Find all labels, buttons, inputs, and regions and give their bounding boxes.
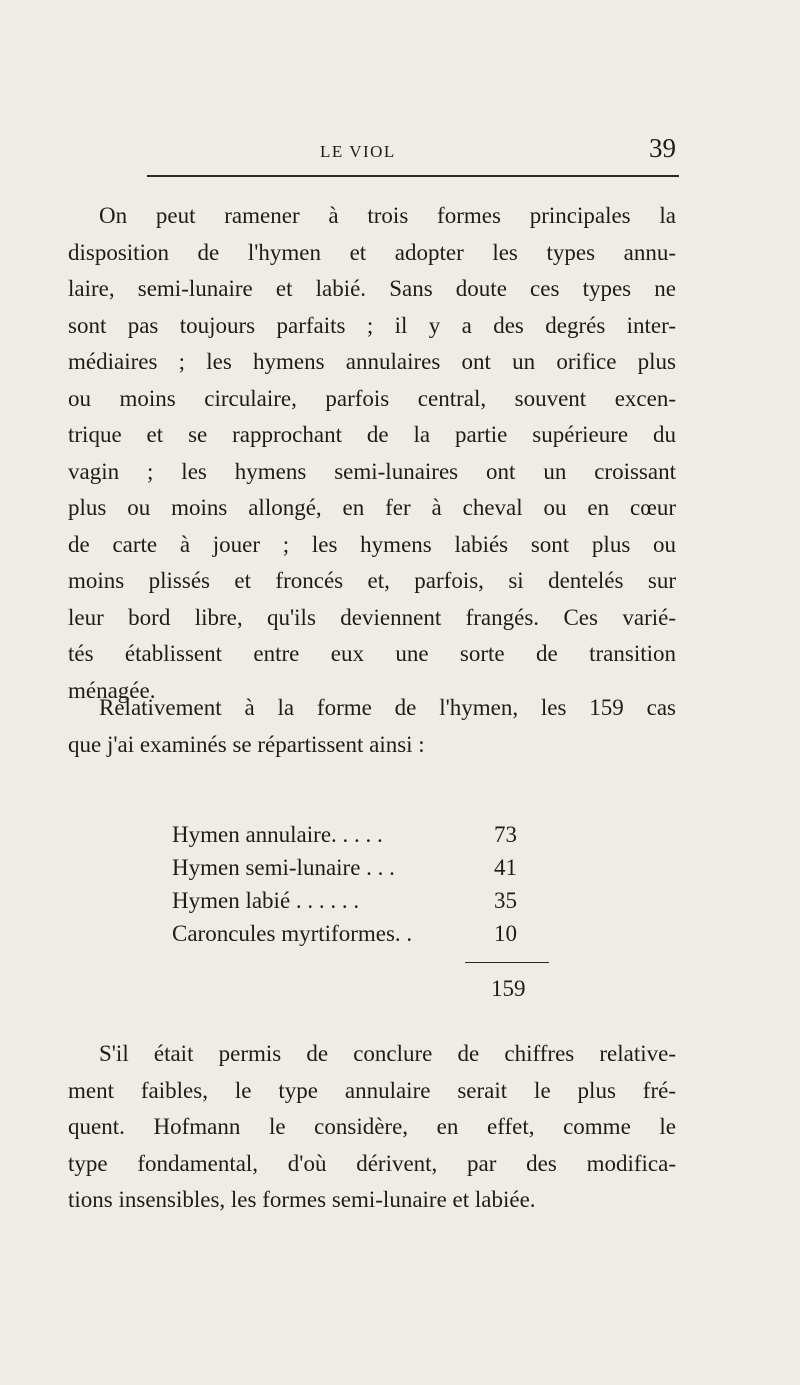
text-line: ménagée. (68, 677, 156, 703)
table-row-label: Hymen semi-lunaire . . . (172, 855, 395, 880)
text-line: que j'ai examinés se répartissent ainsi : (68, 731, 425, 757)
hymen-type-table (172, 818, 572, 950)
text-line: tés établissent entre eux une sorte de transition (68, 641, 676, 666)
table-row (172, 818, 572, 851)
text-line: de carte à jouer ; les hymens labiés sont plus ou (68, 531, 676, 557)
page-number: 39 (649, 133, 676, 163)
text-line: ment faibles, le type annulaire serait le plus fré- (68, 1077, 676, 1103)
text-line: leur bord libre, qu'ils deviennent frangés. Ces varié- (68, 604, 676, 630)
text-line: tions insensibles, les formes semi-lunaire et labiée. (68, 1187, 536, 1212)
table-total: 159 (491, 976, 526, 1001)
text-line: S'il était permis de conclure de chiffres relative- (99, 1041, 676, 1066)
text-line: laire, semi-lunaire et labié. Sans doute ces types ne (68, 276, 676, 301)
table-row-value: 73 (494, 822, 517, 847)
text-line: vagin ; les hymens semi-lunaires ont un croissant (68, 458, 676, 484)
text-line: quent. Hofmann le considère, en effet, comme le (68, 1114, 676, 1139)
sum-rule (465, 962, 549, 963)
text-line: On peut ramener à trois formes principales la (99, 203, 676, 228)
paragraph-3 (68, 1036, 676, 1219)
text-line: médiaires ; les hymens annulaires ont un orifice plus (68, 349, 676, 374)
text-line: plus ou moins allongé, en fer à cheval ou en cœur (68, 495, 676, 520)
text-line: Relativement à la forme de l'hymen, les 159 cas (99, 695, 676, 720)
table-row (172, 851, 572, 884)
table-row-value: 35 (494, 888, 517, 913)
table-row (172, 917, 572, 950)
text-line: type fondamental, d'où dérivent, par des modifica- (68, 1150, 676, 1176)
table-row-value: 41 (494, 855, 517, 880)
text-line: disposition de l'hymen et adopter les types annu- (68, 239, 676, 265)
paragraph-1 (68, 198, 676, 709)
running-head (150, 133, 680, 176)
table-row-label: Hymen labié . . . . . . (172, 888, 360, 913)
text-line: trique et se rapprochant de la partie supérieure du (68, 422, 676, 447)
table-row-label: Hymen annulaire. . . . . (172, 822, 383, 847)
header-rule (147, 175, 679, 177)
text-line: sont pas toujours parfaits ; il y a des degrés inter- (68, 312, 676, 338)
table-row-label: Caroncules myrtiformes. . (172, 921, 413, 946)
paragraph-2 (68, 690, 676, 763)
table-row (172, 884, 572, 917)
text-line: ou moins circulaire, parfois central, souvent excen- (68, 385, 676, 411)
text-line: moins plissés et froncés et, parfois, si dentelés sur (68, 568, 676, 593)
table-row-value: 10 (494, 921, 517, 946)
running-title: LE VIOL (320, 142, 396, 161)
